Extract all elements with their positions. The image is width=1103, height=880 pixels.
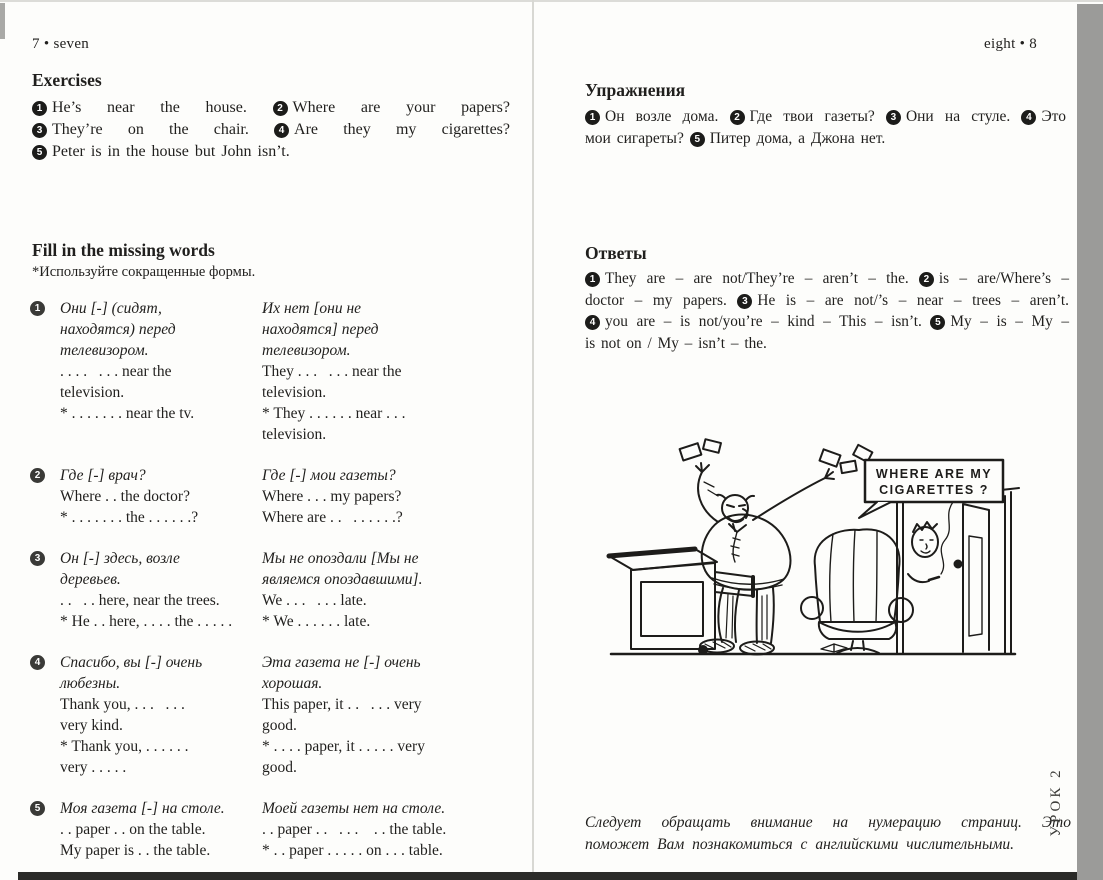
fill-item-2 [30,465,535,528]
fill-item-left-col [60,652,262,778]
exercise-line [585,106,1066,128]
footnote-line: Следует обращать внимание на нумерацию страниц. Это [585,814,1071,831]
item-badge-col [30,465,60,528]
fill-line: являемся опоздавшими]. [262,571,423,588]
fill-line: * Thank you, . . . . . . [60,738,189,755]
answers-paragraph [585,268,1069,354]
item-number-badge: 2 [919,272,934,287]
fill-line: деревьев. [60,571,121,588]
fill-line: Мы не опоздали [Мы не [262,550,419,567]
fill-line: Моей газеты нет на столе. [262,800,446,817]
desk [609,549,753,654]
fill-line: . . . . . . . near the [60,363,172,380]
fill-item-right-col [262,465,535,528]
exercise-text: is not on / My – isn’t – the. [585,334,767,352]
fill-line: Они [-] (сидят, [60,300,162,317]
fill-item-left-col [60,298,262,445]
fill-line: . . paper . . on the table. [60,821,206,838]
bubble-text-line1: WHERE ARE MY [875,467,993,481]
item-badge-col [30,298,60,445]
cigarette [929,577,939,580]
fill-line: good. [262,717,297,734]
fill-line: Их нет [они не [262,300,362,317]
doorway [897,488,1019,654]
item-number-badge: 5 [690,132,705,147]
fill-item-3 [30,548,535,632]
fill-line: My paper is . . the table. [60,842,211,859]
exercise-text: They’re on the chair. [52,121,275,138]
fill-note: *Используйте сокращенные формы. [32,264,256,280]
item-badge-col [30,798,60,861]
exercise-text: doctor – my papers. [585,291,738,309]
item-number-badge: 1 [585,110,600,125]
fill-item-right-col [262,298,535,445]
fill-line: * . . . . . . . the . . . . . .? [60,509,199,526]
fill-item-left-col [60,548,262,632]
item-number-badge: 3 [32,123,47,138]
fill-line: Спасибо, вы [-] очень [60,654,203,671]
fill-line: телевизором. [60,342,149,359]
fill-line: любезны. [60,675,121,692]
fill-line: Моя газета [-] на столе. [60,800,225,817]
footnote [585,812,1071,856]
fill-item-right-col [262,548,535,632]
fill-line: * . . . . . . . near the tv. [60,405,195,422]
item-number-badge: 1 [585,272,600,287]
exercise-text: you are – is not/you’re – kind – This – isn’t. [605,313,931,330]
fill-line: They . . . . . . near the [262,363,402,380]
item-number-badge: 5 [32,145,47,160]
fill-line: * We . . . . . . late. [262,613,371,630]
fill-line: Где [-] мои газеты? [262,467,396,484]
fill-line: television. [262,384,327,401]
fill-line: находятся] перед [262,321,379,338]
exercise-text: Where are your papers? [292,99,511,116]
fill-line: television. [262,426,327,443]
fill-line: * . . paper . . . . . on . . . table. [262,842,443,859]
exercise-text: is – are/Where’s – [938,270,1070,287]
exercise-text: мои сигареты? [585,130,690,147]
item-number-badge: 4 [585,315,600,330]
fill-items [30,298,535,880]
fill-line: very . . . . . [60,759,127,776]
russian-exercises-title: Упражнения [585,80,686,100]
scan-right-edge [1077,4,1103,880]
item-number-badge: 5 [30,801,45,816]
fill-line: телевизором. [262,342,351,359]
answers-line [585,333,1069,355]
scan-left-edge [0,3,5,39]
fill-line: good. [262,759,297,776]
answers-title: Ответы [585,243,647,263]
exercise-text: Are they my cigarettes? [294,121,510,138]
item-number-badge: 2 [730,110,745,125]
fill-item-5 [30,798,535,861]
exercise-text: He’s near the house. [52,99,273,116]
exercise-text: Питер дома, а Джона нет. [709,130,886,147]
answers-line [585,311,1069,333]
fill-line: * They . . . . . . near . . . [262,405,406,422]
exercise-text: My – is – My – [950,313,1069,330]
exercise-text: Он возле дома. [605,108,730,125]
exercise-text: Где твои газеты? [749,108,886,125]
door-knob [955,561,962,568]
fill-line: television. [60,384,125,401]
item-number-badge: 2 [273,101,288,116]
fill-line: Where . . the doctor? [60,488,190,505]
fill-title: Fill in the missing words [32,240,215,260]
item-badge-col [30,548,60,632]
item-number-badge: 1 [30,301,45,316]
flying-papers [680,439,873,473]
fill-line: . . . . here, near the trees. [60,592,220,609]
fill-line: We . . . . . . late. [262,592,367,609]
scan-top-edge [0,0,1103,2]
item-number-badge: 4 [30,655,45,670]
exercise-line [32,97,510,119]
fill-line: Where . . . my papers? [262,488,402,505]
bubble-text-line2: CIGARETTES ? [879,483,989,497]
exercises-paragraph [32,97,510,163]
item-badge-col [30,652,60,778]
fill-line: * . . . . paper, it . . . . . very [262,738,425,755]
footnote-line: поможет Вам познакомиться с английскими числительными. [585,836,1014,853]
exercise-line [585,128,1066,150]
cartoon-illustration [604,438,1024,666]
item-number-badge: 4 [1021,110,1036,125]
exercise-text: He is – are not/’s – near – trees – aren’t. [757,291,1069,309]
item-number-badge: 3 [886,110,901,125]
answers-line [585,268,1069,290]
fill-item-right-col [262,798,535,861]
fill-line: находятся) перед [60,321,176,338]
fill-item-left-col [60,465,262,528]
fill-item-1 [30,298,535,445]
exercise-text: They are – are not/They’re – aren’t – the. [605,270,919,287]
fill-line: Он [-] здесь, возле [60,550,180,567]
fill-line: This paper, it . . . . . very [262,696,422,713]
left-page-number: 7 • seven [32,36,90,52]
right-page-number: eight • 8 [984,36,1037,52]
fill-item-left-col [60,798,262,861]
fill-line: . . paper . . . . . . . the table. [262,821,447,838]
fill-line: Thank you, . . . . . . [60,696,185,713]
exercise-text: Peter is in the house but John isn’t. [52,143,290,160]
fill-line: Где [-] врач? [60,467,146,484]
fill-line: хорошая. [262,675,323,692]
exercises-title: Exercises [32,70,102,90]
fill-line: * He . . here, . . . . the . . . . . [60,613,233,630]
answers-line [585,290,1069,312]
exercise-text: Это [1041,108,1066,125]
item-number-badge: 5 [930,315,945,330]
fill-line: very kind. [60,717,123,734]
item-number-badge: 2 [30,468,45,483]
exercise-line [32,119,510,141]
searching-man [696,463,834,655]
exercise-line [32,141,510,163]
scan-bottom-edge [18,872,1077,880]
exercise-text: Они на стуле. [905,108,1022,125]
item-number-badge: 4 [274,123,289,138]
item-number-badge: 3 [30,551,45,566]
item-number-badge: 1 [32,101,47,116]
russian-exercises-paragraph [585,106,1066,150]
item-number-badge: 3 [737,294,752,309]
lesson-side-label: УРОК 2 [1048,767,1064,837]
fill-item-4 [30,652,535,778]
fill-line: Where are . . . . . . . .? [262,509,403,526]
fill-item-right-col [262,652,535,778]
fill-line: Эта газета не [-] очень [262,654,421,671]
